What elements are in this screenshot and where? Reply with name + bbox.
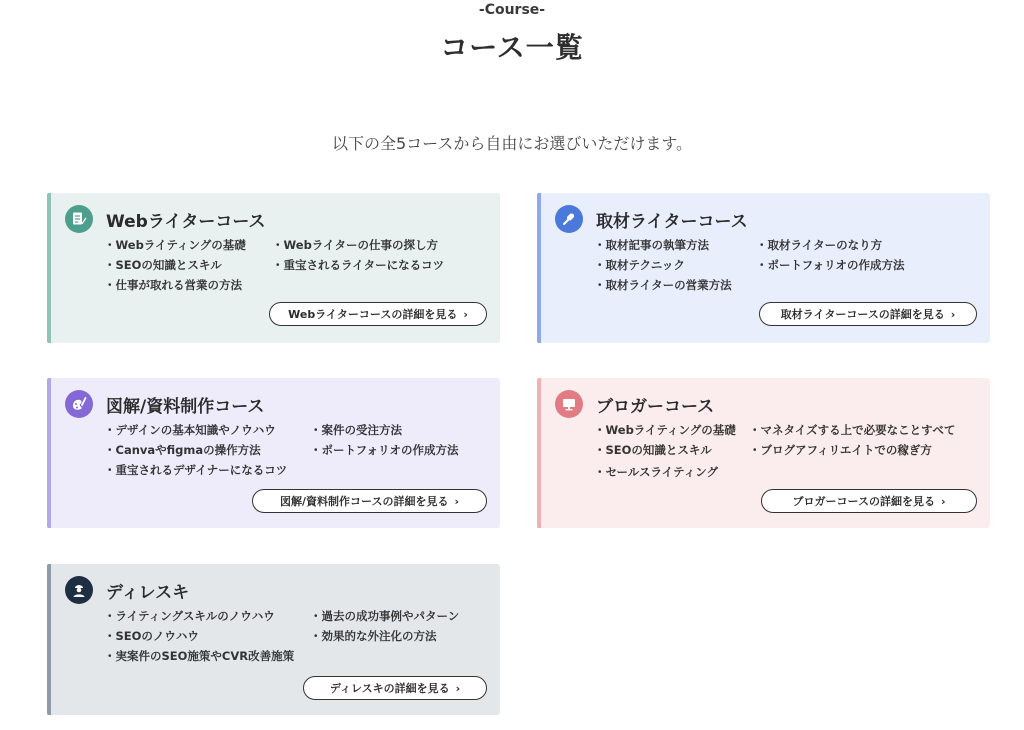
course-topic: ・ 仕事が取れる営業の方法	[104, 277, 242, 293]
card-accent-bar	[47, 193, 51, 343]
course-topic: ・ デザインの基本知識やノウハウ	[104, 422, 276, 438]
course-topic: ・ 実案件のSEO施策やCVR改善施策	[104, 648, 294, 664]
course-topic: ・ Webライターの仕事の探し方	[272, 237, 438, 253]
palette-brush-icon	[65, 390, 93, 418]
course-topic: ・ ポートフォリオの作成方法	[756, 257, 904, 273]
course-title: ブロガーコース	[596, 397, 715, 417]
button-label: Webライターコースの詳細を見る	[288, 308, 458, 321]
course-detail-button[interactable]	[759, 302, 977, 326]
course-detail-button[interactable]	[303, 676, 487, 700]
course-topic: ・ ポートフォリオの作成方法	[310, 442, 458, 458]
course-topic: ・ Webライティングの基礎	[594, 422, 736, 438]
button-label: ディレスキの詳細を見る	[329, 682, 450, 695]
course-topic: ・ SEOの知識とスキル	[594, 442, 712, 458]
course-topic: ・ 過去の成功事例やパターン	[310, 608, 459, 624]
course-card-director-skills	[47, 564, 500, 715]
course-title: Webライターコース	[106, 212, 266, 232]
course-topic: ・ 取材記事の執筆方法	[594, 237, 709, 253]
course-topic: ・ ブログアフィリエイトでの稼ぎ方	[749, 442, 932, 458]
course-topic: ・ 取材テクニック	[594, 257, 685, 273]
chevron-right-icon: ›	[463, 307, 468, 321]
course-card-web-writer	[47, 193, 500, 343]
card-accent-bar	[47, 378, 51, 528]
course-card-blogger	[537, 378, 990, 528]
course-topic: ・ 重宝されるライターになるコツ	[272, 257, 444, 273]
course-topic: ・ SEOの知識とスキル	[104, 257, 222, 273]
button-label: 取材ライターコースの詳細を見る	[780, 308, 945, 321]
course-topic: ・ 重宝されるデザイナーになるコツ	[104, 462, 287, 478]
card-accent-bar	[537, 193, 541, 343]
course-topic: ・ マネタイズする上で必要なことすべて	[749, 422, 955, 438]
director-person-icon	[65, 576, 93, 604]
course-topic: ・ セールスライティング	[594, 464, 718, 480]
chevron-right-icon: ›	[455, 681, 461, 695]
course-topic: ・ 案件の受注方法	[310, 422, 402, 438]
course-title: 取材ライターコース	[596, 212, 748, 232]
section-title: コース一覧	[440, 31, 584, 64]
course-detail-button[interactable]	[252, 489, 487, 513]
card-accent-bar	[537, 378, 541, 528]
chevron-right-icon: ›	[940, 494, 946, 508]
chevron-right-icon: ›	[454, 494, 459, 508]
chevron-right-icon: ›	[950, 307, 956, 321]
course-detail-button[interactable]	[269, 302, 487, 326]
microphone-icon	[555, 205, 583, 233]
document-pen-icon	[65, 205, 93, 233]
course-topic: ・ Canvaやfigmaの操作方法	[104, 442, 261, 458]
section-intro: 以下の全5コースから自由にお選びいただけます。	[331, 134, 693, 153]
section-eyebrow: -Course-	[478, 2, 546, 18]
course-topic: ・ Webライティングの基礎	[104, 237, 246, 253]
course-topic: ・ 取材ライターの営業方法	[594, 277, 732, 293]
course-detail-button[interactable]	[761, 489, 977, 513]
monitor-icon	[555, 390, 583, 418]
course-topic: ・ SEOのノウハウ	[104, 628, 199, 644]
course-topic: ・ 効果的な外注化の方法	[310, 628, 437, 644]
button-label: ブロガーコースの詳細を見る	[792, 495, 935, 508]
course-topic: ・ ライティングスキルのノウハウ	[104, 608, 275, 624]
course-topic: ・ 取材ライターのなり方	[756, 237, 882, 253]
button-label: 図解/資料制作コースの詳細を見る	[279, 495, 449, 508]
course-card-interview-writer	[537, 193, 990, 343]
card-accent-bar	[47, 564, 51, 715]
course-card-design-materials	[47, 378, 500, 528]
course-title: ディレスキ	[106, 583, 190, 603]
course-title: 図解/資料制作コース	[106, 397, 265, 417]
